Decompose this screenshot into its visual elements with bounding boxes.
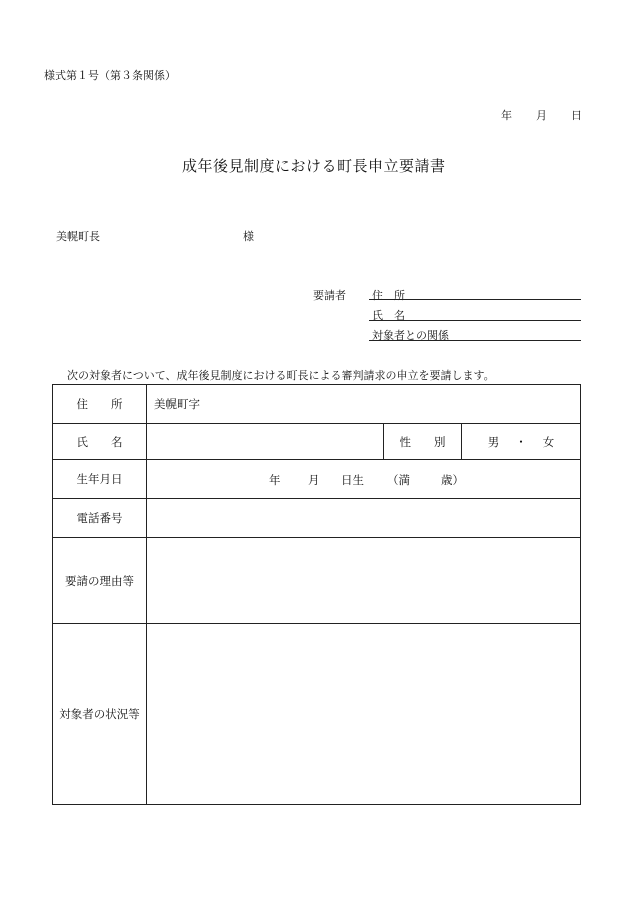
status-label: 対象者の状況等 xyxy=(53,624,147,805)
name-label: 氏 名 xyxy=(53,424,147,460)
reason-value[interactable] xyxy=(147,538,581,624)
row-status xyxy=(53,624,581,805)
page-title: 成年後見制度における町長申立要請書 xyxy=(182,157,446,175)
reason-label: 要請の理由等 xyxy=(53,538,147,624)
subject-table xyxy=(52,384,581,805)
gender-female[interactable]: 女 xyxy=(542,434,555,449)
birth-age-close: 歳） xyxy=(441,473,464,487)
birth-year-label: 年 xyxy=(269,473,281,487)
requester-address-label: 住 所 xyxy=(372,289,405,302)
form-number: 様式第１号（第３条関係） xyxy=(44,69,176,82)
requester-address-line[interactable] xyxy=(369,299,581,300)
row-birthdate xyxy=(53,460,581,499)
row-address xyxy=(53,385,581,424)
birth-month-label: 月 xyxy=(308,473,320,487)
address-label: 住 所 xyxy=(53,385,147,424)
status-value[interactable] xyxy=(147,624,581,805)
row-reason xyxy=(53,538,581,624)
phone-label: 電話番号 xyxy=(53,499,147,538)
date-month: 月 xyxy=(536,109,547,122)
requester-name-line[interactable] xyxy=(369,320,581,321)
date-year: 年 xyxy=(501,109,512,122)
gender-male[interactable]: 男 xyxy=(487,434,500,449)
phone-value[interactable] xyxy=(147,499,581,538)
addressee-name: 美幌町長 xyxy=(56,230,100,243)
birth-day-label: 日生 xyxy=(341,473,364,487)
gender-label: 性 別 xyxy=(384,424,462,460)
row-phone xyxy=(53,499,581,538)
requester-relation-label: 対象者との関係 xyxy=(372,329,449,342)
gender-options[interactable] xyxy=(462,424,581,460)
date-day: 日 xyxy=(571,109,582,122)
gender-separator: ・ xyxy=(515,434,527,449)
requester-relation-line[interactable] xyxy=(369,340,581,341)
birth-age-open: （満 xyxy=(387,473,410,487)
requester-label: 要請者 xyxy=(313,289,346,302)
intro-text: 次の対象者について、成年後見制度における町長による審判請求の申立を要請します。 xyxy=(67,369,495,382)
birthdate-value[interactable] xyxy=(147,460,581,499)
name-value[interactable] xyxy=(147,424,384,460)
address-value[interactable]: 美幌町字 xyxy=(147,385,581,424)
addressee-honorific: 様 xyxy=(243,230,254,243)
row-name xyxy=(53,424,581,460)
requester-name-label: 氏 名 xyxy=(372,309,405,322)
birthdate-label: 生年月日 xyxy=(53,460,147,499)
